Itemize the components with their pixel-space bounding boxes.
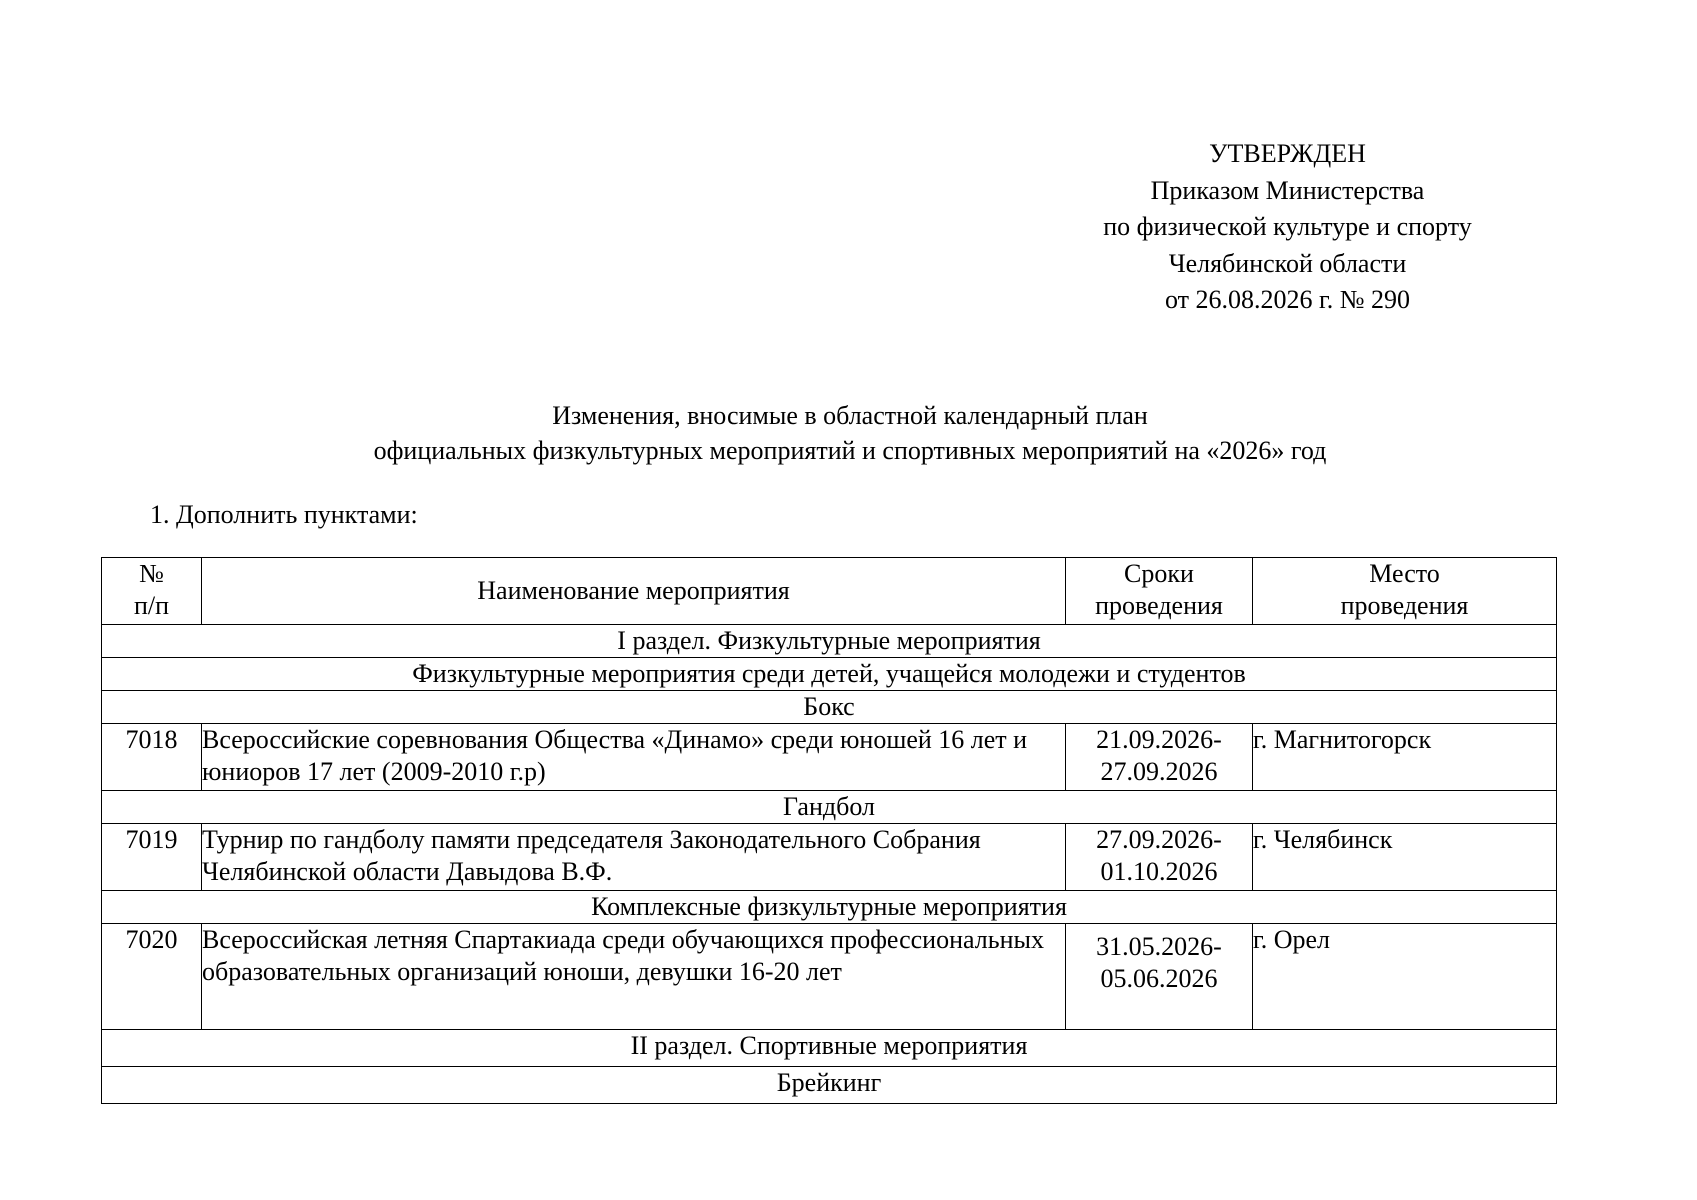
table-header-row (102, 558, 1557, 625)
events-table (101, 557, 1557, 1104)
row-event-name: Турнир по гандболу памяти председателя Законодательного Собрания Челябинской области Давыдова В.Ф. (202, 824, 1066, 891)
approval-heading: УТВЕРЖДЕН (1209, 139, 1366, 168)
row-dates: 21.09.2026- 27.09.2026 (1066, 724, 1253, 791)
header-number: № п/п (102, 558, 202, 625)
row-number: 7020 (102, 924, 202, 1030)
table-row (102, 824, 1557, 891)
table-row (102, 724, 1557, 791)
row-dates: 31.05.2026- 05.06.2026 (1066, 924, 1253, 1030)
header-place: Место проведения (1253, 558, 1557, 625)
section-heading: I раздел. Физкультурные мероприятия (102, 625, 1557, 658)
row-dates: 27.09.2026- 01.10.2026 (1066, 824, 1253, 891)
document-title (100, 398, 1600, 468)
row-event-name: Всероссийская летняя Спартакиада среди обучающихся профессиональных образовательных организаций юноши, девушки 16-20 лет (202, 924, 1066, 1030)
sport-row (102, 1067, 1557, 1104)
document-title-line2: официальных физкультурных мероприятий и спортивных мероприятий на «2026» год (373, 436, 1327, 465)
sport-row (102, 691, 1557, 724)
sport-heading: Бокс (102, 691, 1557, 724)
document-title-line1: Изменения, вносимые в областной календарный план (552, 401, 1148, 430)
approval-order: Приказом Министерства (1150, 175, 1425, 205)
section-heading: II раздел. Спортивные мероприятия (102, 1030, 1557, 1067)
row-place: г. Магнитогорск (1253, 724, 1557, 791)
header-event-name: Наименование мероприятия (202, 558, 1066, 625)
table-row (102, 924, 1557, 1030)
approval-date-number: от 26.08.2026 г. № 290 (1164, 285, 1411, 314)
row-number: 7018 (102, 724, 202, 791)
approval-ministry: по физической культуре и спорту (1103, 212, 1472, 241)
row-place: г. Орел (1253, 924, 1557, 1030)
section-row (102, 1030, 1557, 1067)
header-dates: Сроки проведения (1066, 558, 1253, 625)
sport-row (102, 791, 1557, 824)
subsection-heading: Физкультурные мероприятия среди детей, учащейся молодежи и студентов (102, 658, 1557, 691)
subsection-row (102, 891, 1557, 924)
subsection-row (102, 658, 1557, 691)
row-event-name: Всероссийские соревнования Общества «Динамо» среди юношей 16 лет и юниоров 17 лет (2009-2010 г.р) (202, 724, 1066, 791)
section-row (102, 625, 1557, 658)
sport-heading: Брейкинг (102, 1067, 1557, 1104)
approval-region: Челябинской области (1168, 248, 1407, 278)
row-place: г. Челябинск (1253, 824, 1557, 891)
intro-item: 1. Дополнить пунктами: (150, 500, 418, 529)
approval-block (1060, 136, 1515, 319)
sport-heading: Гандбол (102, 791, 1557, 824)
row-number: 7019 (102, 824, 202, 891)
subsection-heading: Комплексные физкультурные мероприятия (102, 891, 1557, 924)
